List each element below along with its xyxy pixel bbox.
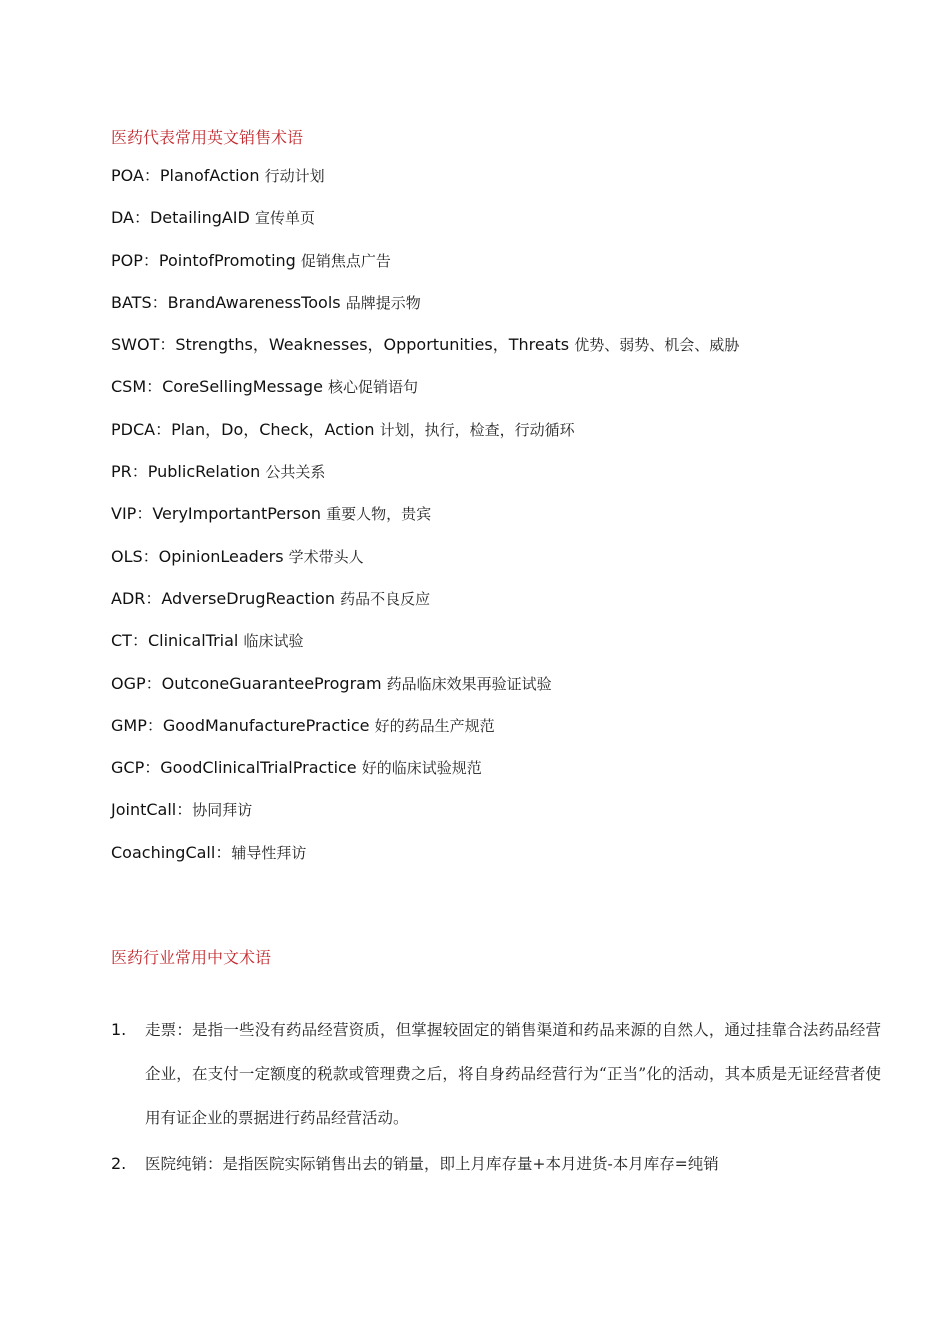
term-chinese: 公共关系 bbox=[265, 463, 326, 482]
term-chinese: 计划，执行，检查，行动循环 bbox=[379, 420, 575, 439]
term-english: PDCA：Plan，Do，Check，Action bbox=[111, 419, 380, 439]
item-number: 2. bbox=[111, 1154, 127, 1173]
term-item bbox=[111, 502, 911, 544]
term-chinese: 临床试验 bbox=[243, 632, 304, 651]
term-chinese: 宣传单页 bbox=[254, 209, 315, 228]
term-item bbox=[111, 714, 911, 756]
term-english: CSM：CoreSellingMessage bbox=[111, 377, 329, 397]
term-english: JointCall： bbox=[111, 800, 193, 820]
term-chinese: 好的药品生产规范 bbox=[374, 716, 495, 735]
item-text: 医院纯销：是指医院实际销售出去的销量，即上月库存量+本月进货-本月库存=纯销 bbox=[145, 1155, 719, 1173]
term-item bbox=[111, 460, 911, 502]
term-chinese: 协同拜访 bbox=[192, 801, 253, 820]
term-english: GMP：GoodManufacturePractice bbox=[111, 715, 375, 735]
term-chinese: 重要人物，贵宾 bbox=[326, 505, 432, 524]
term-chinese: 品牌提示物 bbox=[345, 293, 421, 312]
term-chinese: 学术带头人 bbox=[288, 547, 364, 566]
term-english: OLS：OpinionLeaders bbox=[111, 546, 289, 566]
term-item bbox=[111, 545, 911, 587]
term-item bbox=[111, 629, 911, 671]
term-item bbox=[111, 206, 911, 248]
term-item bbox=[111, 798, 911, 840]
term-english: SWOT：Strengths，Weaknesses，Opportunities，Threats bbox=[111, 335, 575, 355]
term-english: CT：ClinicalTrial bbox=[111, 631, 244, 651]
term-english: VIP：VeryImportantPerson bbox=[111, 504, 327, 524]
term-english: DA：DetailingAID bbox=[111, 208, 255, 228]
term-item bbox=[111, 587, 911, 629]
term-item bbox=[111, 164, 911, 206]
term-chinese: 辅导性拜访 bbox=[231, 843, 307, 862]
term-english: PR：PublicRelation bbox=[111, 462, 266, 482]
term-chinese: 行动计划 bbox=[264, 167, 325, 185]
item-text: 走票：是指一些没有药品经营资质，但掌握较固定的销售渠道和药品来源的自然人，通过挂靠合法药品经营企业，在支付一定额度的税款或管理费之后，将自身药品经营行为“正当”化的活动，其本质是无证经营者使用有证企业的票据进行药品经营活动。 bbox=[145, 1021, 881, 1127]
chinese-term-list bbox=[111, 1008, 881, 1188]
term-english: CoachingCall： bbox=[111, 842, 232, 862]
section-heading-english-terms: 医药代表常用英文销售术语 bbox=[111, 128, 304, 147]
term-item bbox=[111, 333, 911, 375]
term-item bbox=[111, 249, 911, 291]
term-english: BATS：BrandAwarenessTools bbox=[111, 292, 346, 312]
term-english: POA：PlanofAction bbox=[111, 166, 265, 185]
term-chinese: 促销焦点广告 bbox=[300, 251, 391, 270]
english-term-list bbox=[111, 164, 911, 883]
term-chinese: 药品临床效果再验证试验 bbox=[386, 674, 552, 693]
numbered-term-item bbox=[111, 1142, 881, 1186]
term-item bbox=[111, 418, 911, 460]
term-item bbox=[111, 672, 911, 714]
term-chinese: 好的临床试验规范 bbox=[361, 759, 482, 778]
term-english: OGP：OutconeGuaranteeProgram bbox=[111, 673, 387, 693]
term-item bbox=[111, 375, 911, 417]
numbered-term-item bbox=[111, 1008, 881, 1140]
section-heading-chinese-terms: 医药行业常用中文术语 bbox=[111, 948, 272, 967]
term-chinese: 核心促销语句 bbox=[328, 378, 419, 397]
term-english: GCP：GoodClinicalTrialPractice bbox=[111, 758, 362, 778]
term-english: POP：PointofPromoting bbox=[111, 250, 301, 270]
term-item bbox=[111, 841, 911, 883]
term-chinese: 优势、弱势、机会、威胁 bbox=[574, 336, 740, 355]
term-item bbox=[111, 291, 911, 333]
term-item bbox=[111, 756, 911, 798]
term-chinese: 药品不良反应 bbox=[340, 589, 431, 608]
item-number: 1. bbox=[111, 1020, 127, 1039]
term-english: ADR：AdverseDrugReaction bbox=[111, 588, 341, 608]
